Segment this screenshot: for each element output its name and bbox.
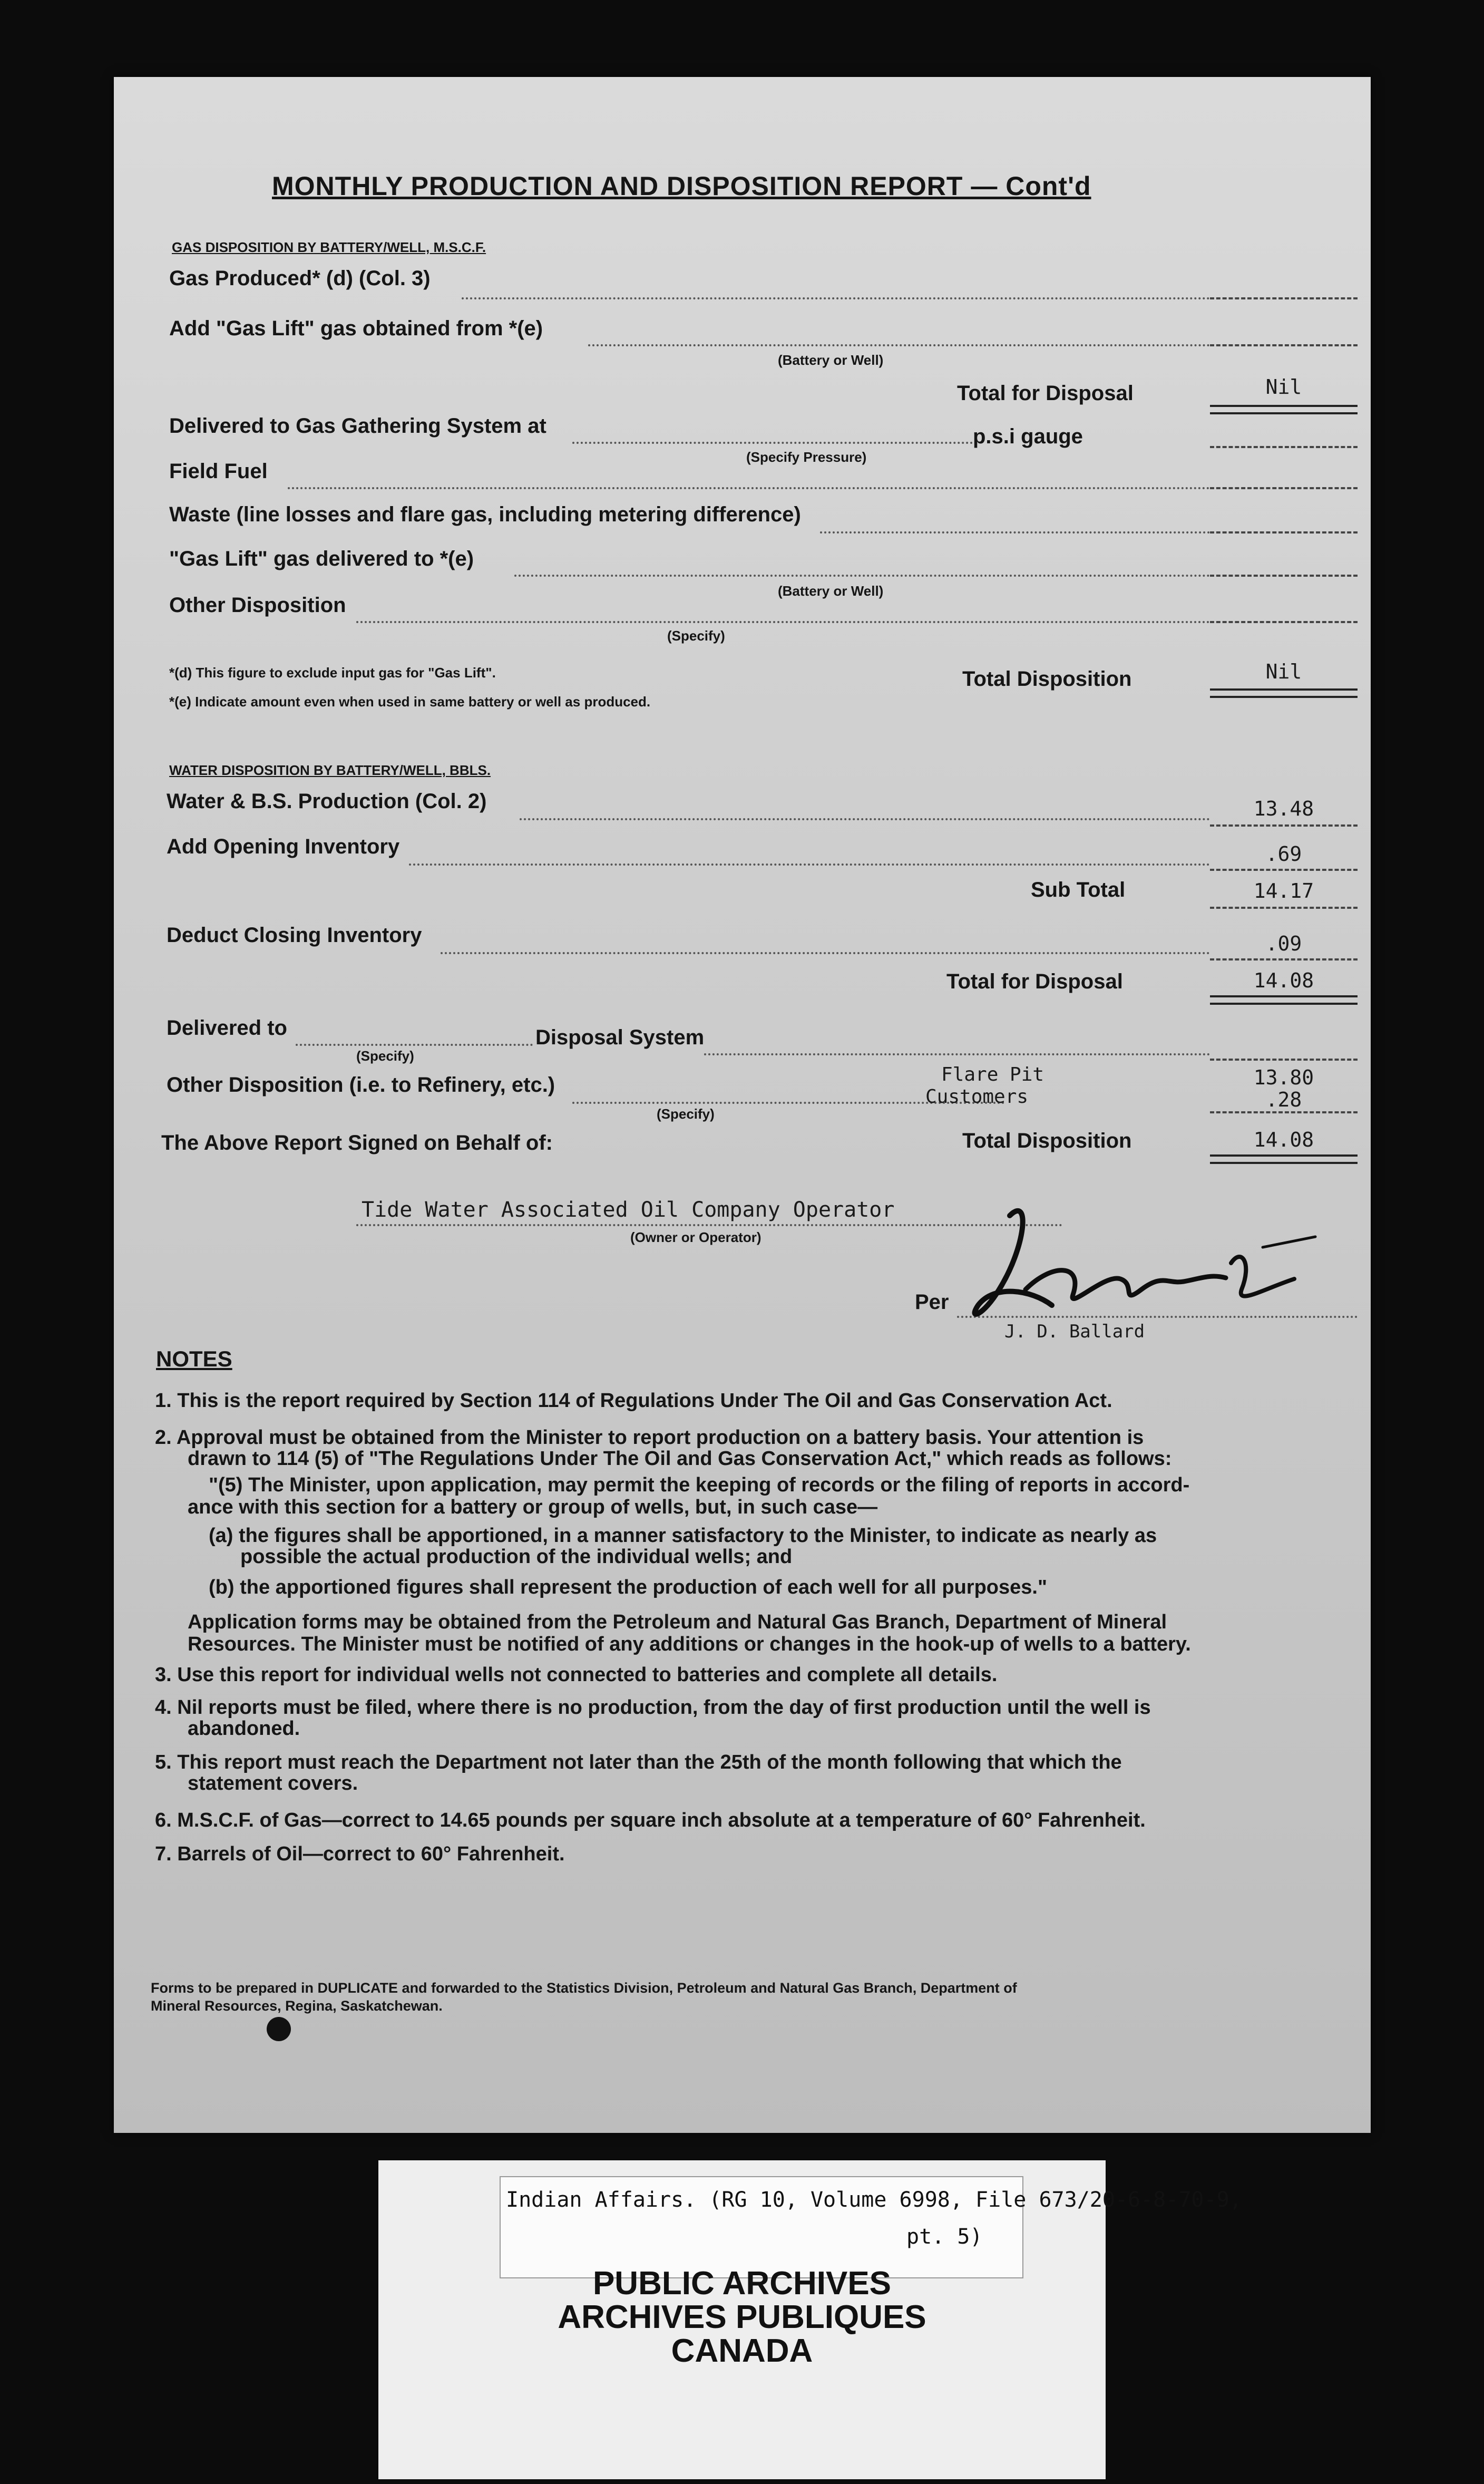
gas-total-for-disposal-value: Nil (1265, 375, 1302, 399)
note-7: 7. Barrels of Oil—correct to 60° Fahrenheit. (155, 1843, 565, 1865)
opening-inventory-field (1210, 869, 1358, 871)
water-total-disposition-rule (1210, 1154, 1358, 1164)
opening-inventory-value: .69 (1265, 842, 1302, 866)
stamp-line-canada: CANADA (671, 2333, 813, 2369)
gas-other-disposition-field[interactable] (1210, 621, 1358, 623)
gas-lift-delivered-field[interactable] (1210, 575, 1358, 577)
note-2-line-2: drawn to 114 (5) of "The Regulations Under The Oil and Gas Conservation Act," which reads as follows: (188, 1448, 1172, 1470)
flare-pit-entry: Flare Pit (941, 1064, 1044, 1085)
quote-line-2: ance with this section for a battery or group of wells, but, in such case— (188, 1496, 878, 1518)
quote-a-line-1: (a) the figures shall be apportioned, in a manner satisfactory to the Minister, to indicate as nearly as (209, 1525, 1157, 1547)
waste-leader (820, 531, 1210, 533)
gas-section-heading: GAS DISPOSITION BY BATTERY/WELL, M.S.C.F. (172, 239, 486, 255)
subtotal-value: 14.17 (1253, 879, 1314, 903)
quote-a-line-2: possible the actual production of the individual wells; and (240, 1546, 793, 1568)
field-fuel-leader (288, 487, 1210, 489)
footnote-d: *(d) This figure to exclude input gas for "Gas Lift". (169, 665, 496, 681)
specify-caption-3: (Specify) (657, 1106, 715, 1122)
add-gas-lift-label: Add "Gas Lift" gas obtained from *(e) (169, 317, 543, 340)
punch-hole (267, 2017, 291, 2041)
quote-line-1: "(5) The Minister, upon application, may permit the keeping of records or the filing of reports in accord- (209, 1474, 1190, 1496)
archive-reference-line-2: pt. 5) (906, 2225, 983, 2249)
add-gas-lift-field[interactable] (1210, 344, 1358, 346)
page-title: MONTHLY PRODUCTION AND DISPOSITION REPORT — Cont'd (272, 171, 1091, 201)
gas-total-disposition-rule (1210, 688, 1358, 698)
specify-caption-2: (Specify) (356, 1048, 414, 1064)
delivered-gathering-field[interactable] (1210, 446, 1358, 448)
customers-value: .28 (1265, 1088, 1302, 1111)
note-5-line-2: statement covers. (188, 1772, 358, 1794)
waste-field[interactable] (1210, 531, 1358, 533)
disposal-system-leader (704, 1053, 1210, 1055)
operator-name: Tide Water Associated Oil Company Operator (362, 1198, 895, 1222)
psi-gauge-label: p.s.i gauge (973, 425, 1083, 448)
field-fuel-label: Field Fuel (169, 460, 268, 483)
delivered-to-leader (296, 1044, 533, 1046)
note-4-line-1: 4. Nil reports must be filed, where there is no production, from the day of first production until the well is (155, 1696, 1151, 1719)
delivered-gathering-leader (572, 442, 973, 444)
opening-inventory-label: Add Opening Inventory (167, 835, 400, 858)
gas-produced-field[interactable] (1210, 297, 1358, 299)
closing-inventory-label: Deduct Closing Inventory (167, 924, 422, 947)
closing-inventory-field (1210, 958, 1358, 960)
battery-or-well-caption-2: (Battery or Well) (778, 583, 884, 599)
owner-operator-caption: (Owner or Operator) (630, 1229, 761, 1245)
opening-inventory-leader (409, 863, 1210, 866)
forms-instruction-line-2: Mineral Resources, Regina, Saskatchewan. (151, 1998, 443, 2014)
field-fuel-field[interactable] (1210, 487, 1358, 489)
forms-instruction-line-1: Forms to be prepared in DUPLICATE and forwarded to the Statistics Division, Petroleum and Natural Gas Branch, Department of (151, 1980, 1017, 1996)
water-total-disposition-label: Total Disposition (962, 1129, 1132, 1152)
disposal-system-field[interactable] (1210, 1059, 1358, 1061)
notes-heading: NOTES (156, 1346, 232, 1371)
add-gas-lift-leader (588, 344, 1210, 346)
water-production-label: Water & B.S. Production (Col. 2) (167, 790, 487, 813)
gas-total-for-disposal-rule (1210, 405, 1358, 414)
gas-produced-label: Gas Produced* (d) (Col. 3) (169, 267, 431, 290)
water-total-disposal-label: Total for Disposal (946, 970, 1123, 993)
gas-total-disposition-value: Nil (1265, 660, 1302, 683)
archive-reference-slip (500, 2176, 1242, 2278)
water-total-disposition-value: 14.08 (1253, 1128, 1314, 1151)
gas-produced-leader (462, 297, 1210, 299)
flare-pit-value: 13.80 (1253, 1066, 1314, 1089)
gas-lift-delivered-label: "Gas Lift" gas delivered to *(e) (169, 547, 474, 570)
water-section-heading: WATER DISPOSITION BY BATTERY/WELL, BBLS. (169, 762, 491, 778)
per-label: Per (915, 1290, 949, 1314)
gas-total-disposition-label: Total Disposition (962, 667, 1132, 691)
gas-other-disposition-leader (356, 621, 1210, 623)
battery-or-well-caption: (Battery or Well) (778, 352, 884, 368)
note-3: 3. Use this report for individual wells not connected to batteries and complete all details. (155, 1664, 998, 1686)
closing-inventory-leader (441, 952, 1210, 954)
note-2-line-1: 2. Approval must be obtained from the Minister to report production on a battery basis. Your attention is (155, 1427, 1144, 1449)
water-production-field (1210, 824, 1358, 827)
archive-label-card (378, 2160, 1242, 2479)
specify-caption: (Specify) (667, 628, 725, 644)
note-4-line-2: abandoned. (188, 1718, 300, 1740)
note-6: 6. M.S.C.F. of Gas—correct to 14.65 pounds per square inch absolute at a temperature of 60° Fahrenheit. (155, 1809, 1146, 1831)
water-total-disposal-value: 14.08 (1253, 969, 1314, 992)
archive-reference-line-1: Indian Affairs. (RG 10, Volume 6998, File 673/20-6-8-70-9, (506, 2188, 1242, 2212)
gas-other-disposition-label: Other Disposition (169, 594, 346, 617)
subtotal-label: Sub Total (1031, 878, 1126, 901)
delivered-gathering-label: Delivered to Gas Gathering System at (169, 414, 546, 438)
typed-signer-name: J. D. Ballard (1004, 1321, 1145, 1342)
application-line-2: Resources. The Minister must be notified of any additions or changes in the hook-up of wells to a battery. (188, 1633, 1191, 1655)
subtotal-field (1210, 907, 1358, 909)
water-other-disposition-field (1210, 1111, 1358, 1113)
stamp-line-archives-publiques: ARCHIVES PUBLIQUES (558, 2299, 926, 2335)
stamp-line-public-archives: PUBLIC ARCHIVES (592, 2265, 892, 2302)
signed-on-behalf-label: The Above Report Signed on Behalf of: (161, 1131, 553, 1154)
water-production-leader (520, 818, 1210, 820)
application-line-1: Application forms may be obtained from the Petroleum and Natural Gas Branch, Department of Mineral (188, 1611, 1167, 1633)
report-page (114, 77, 1371, 2133)
delivered-to-label: Delivered to (167, 1016, 287, 1040)
water-production-value: 13.48 (1253, 797, 1314, 820)
footnote-e: *(e) Indicate amount even when used in same battery or well as produced. (169, 694, 651, 710)
gas-lift-delivered-leader (514, 575, 1210, 577)
disposal-system-label: Disposal System (535, 1026, 705, 1049)
gas-total-for-disposal-label: Total for Disposal (957, 382, 1134, 405)
customers-entry: Customers (925, 1086, 1029, 1108)
note-1: 1. This is the report required by Section 114 of Regulations Under The Oil and Gas Conservation Act. (155, 1390, 1112, 1412)
closing-inventory-value: .09 (1265, 932, 1302, 955)
water-other-disposition-label: Other Disposition (i.e. to Refinery, etc.) (167, 1073, 555, 1097)
note-5-line-1: 5. This report must reach the Department not later than the 25th of the month following that which the (155, 1751, 1122, 1773)
waste-label: Waste (line losses and flare gas, including metering difference) (169, 503, 801, 526)
specify-pressure-caption: (Specify Pressure) (746, 449, 867, 465)
quote-b: (b) the apportioned figures shall represent the production of each well for all purposes." (209, 1576, 1047, 1598)
water-total-disposal-rule (1210, 995, 1358, 1005)
